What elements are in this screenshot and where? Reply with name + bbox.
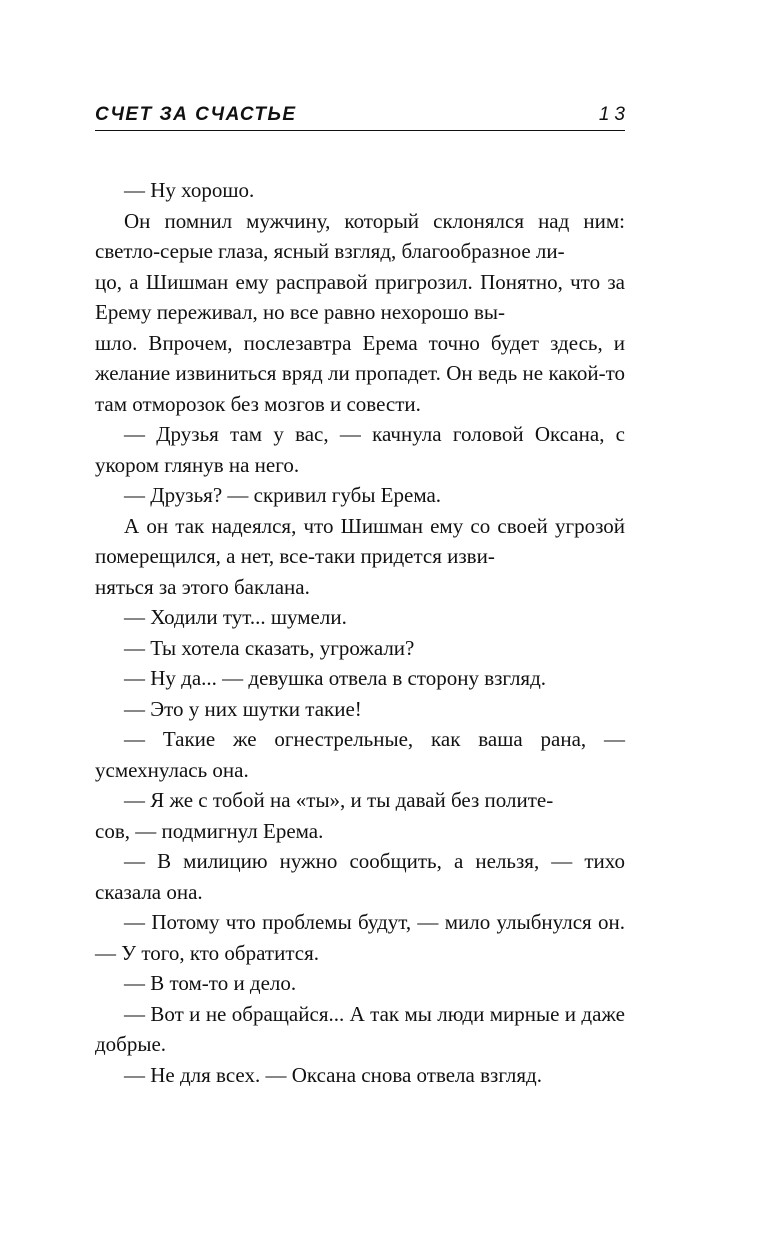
book-title: СЧЕТ ЗА СЧАСТЬЕ xyxy=(95,104,297,125)
paragraph: — Такие же огнестрельные, как ваша рана, — усмехнулась она. xyxy=(95,727,625,782)
paragraph: — В том-то и дело. xyxy=(124,971,297,995)
paragraph: А он так надеялся, что Шишман ему со своей угрозой померещился, а нет, все-таки придется изви- няться за этого баклана. xyxy=(95,513,625,599)
paragraph: — Друзья? — скривил губы Ерема. xyxy=(124,483,442,507)
paragraph: — Ты хотела сказать, угрожали? xyxy=(124,635,415,660)
paragraph: — Ну хорошо. xyxy=(124,178,255,202)
paragraph: — Я же с тобой на «ты», и ты давай без полите- сов, — подмигнул Ерема. xyxy=(95,788,554,843)
paragraph: — Ходили тут... шумели. xyxy=(124,605,347,629)
book-page xyxy=(95,100,630,1090)
page-number: 13 xyxy=(598,104,630,125)
paragraph: — Друзья там у вас, — качнула головой Оксана, с укором глянув на него. xyxy=(95,422,625,477)
paragraph: — Ну да... — девушка отвела в сторону взгляд. xyxy=(124,666,547,690)
paragraph: — В милицию нужно сообщить, а нельзя, — тихо сказала она. xyxy=(95,849,625,904)
paragraph: Он помнил мужчину, который склонялся над ним: светло-серые глаза, ясный взгляд, благообразное ли- цо, а Шишман ему расправой пригрозил. Понятно, что за Ерему переживал, но все равно нехорошо вы- шло. Впрочем, послезавтра Ерема точно будет здесь, и желание извиниться вряд ли пропадет. Он ведь не какой-то там отморозок без мозгов и совести. xyxy=(95,208,625,416)
paragraph: — Не для всех. — Оксана снова отвела взгляд. xyxy=(124,1062,542,1087)
paragraph: — Это у них шутки такие! xyxy=(124,696,362,721)
body-text xyxy=(95,175,625,1090)
running-header xyxy=(95,100,630,131)
paragraph: — Вот и не обращайся... А так мы люди мирные и даже добрые. xyxy=(95,1001,625,1056)
paragraph: — Потому что проблемы будут, — мило улыбнулся он. — У того, кто обратится. xyxy=(95,910,625,965)
